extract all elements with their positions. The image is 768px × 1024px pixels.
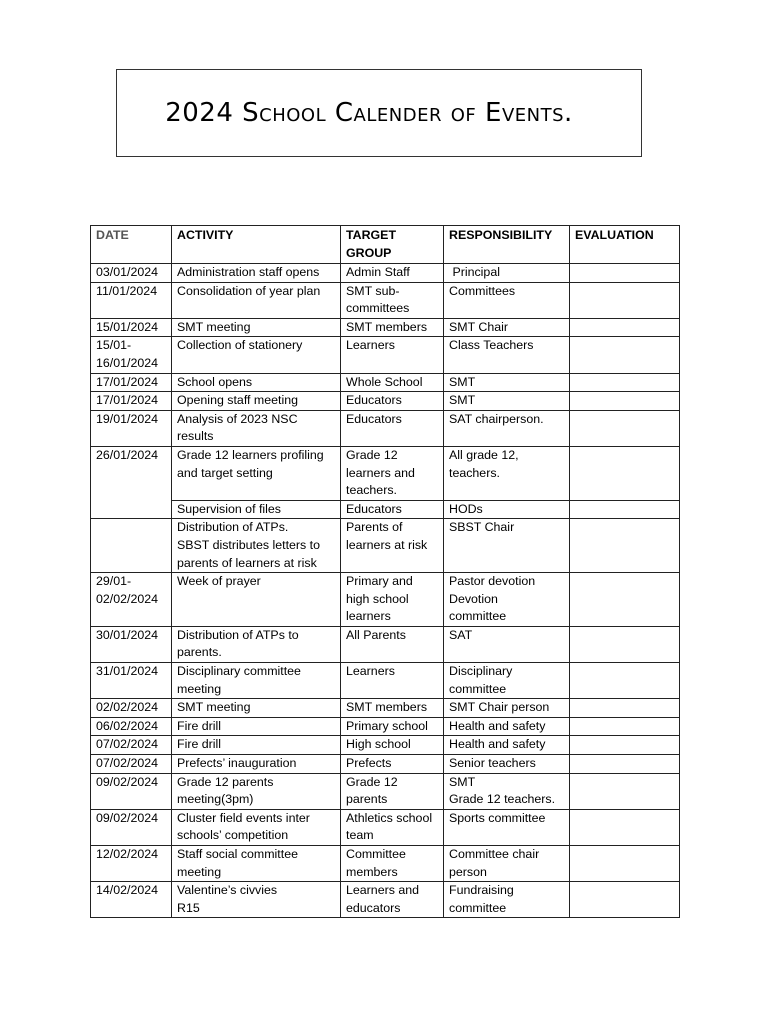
table-row [91,337,680,373]
cell-line: committee [449,609,507,624]
cell-evaluation [570,264,680,283]
cell-date: 02/02/2024 [91,699,172,718]
cell-responsibility: Senior teachers [444,755,570,774]
table-row [91,809,680,845]
cell-line: meeting [177,864,222,879]
cell-line: schools’ competition [177,828,289,843]
cell-target [341,809,444,845]
cell-target: Educators [341,500,444,519]
cell-activity [172,846,341,882]
cell-activity [172,773,341,809]
cell-target: Prefects [341,755,444,774]
table-row [91,282,680,318]
cell-activity [172,663,341,699]
cell-target: Educators [341,392,444,411]
header-date: DATE [91,226,172,264]
header-target-line2: GROUP [346,245,392,260]
table-row [91,736,680,755]
cell-line: and target setting [177,465,273,480]
cell-target: SMT members [341,318,444,337]
cell-line: Committee chair [449,847,540,861]
cell-evaluation [570,699,680,718]
table-row [91,318,680,337]
cell-evaluation [570,446,680,500]
cell-evaluation [570,773,680,809]
cell-evaluation [570,573,680,627]
table-row [91,500,680,519]
table-row [91,392,680,411]
cell-date: 15/01/2024 [91,318,172,337]
cell-activity: Administration staff opens [172,264,341,283]
table-row [91,573,680,627]
cell-target [341,446,444,500]
table-row [91,755,680,774]
cell-target [341,773,444,809]
cell-responsibility: SMT Chair person [444,699,570,718]
cell-activity: Supervision of files [172,500,341,519]
header-target-line1: TARGET [346,228,397,242]
table-row [91,519,680,573]
cell-date: 17/01/2024 [91,373,172,392]
cell-date: 12/02/2024 [91,846,172,882]
cell-target: Admin Staff [341,264,444,283]
cell-responsibility: Sports committee [444,809,570,845]
cell-line: educators [346,900,401,915]
cell-line: Athletics school [346,810,433,825]
cell-evaluation [570,373,680,392]
title-text: 2024 School Calender of Events [165,98,565,128]
cell-target [341,882,444,918]
cell-line: Grade 12 [346,774,398,789]
cell-target: Learners [341,663,444,699]
table-row [91,663,680,699]
cell-line: Devotion [449,591,498,606]
cell-responsibility [444,773,570,809]
cell-evaluation [570,519,680,573]
cell-date: 30/01/2024 [91,626,172,662]
cell-responsibility: SMT [444,392,570,411]
cell-target [341,573,444,627]
cell-line: Grade 12 [346,447,398,462]
cell-activity [172,446,341,500]
cell-line: Disciplinary committee [177,664,301,679]
cell-line: Distribution of ATPs to [177,627,299,642]
cell-evaluation [570,846,680,882]
cell-line: Fundraising [449,883,514,898]
cell-line: SMT sub- [346,283,400,298]
title-suffix: . [564,98,573,128]
cell-responsibility [444,846,570,882]
cell-target [341,519,444,573]
cell-line: Disciplinary [449,664,513,679]
cell-activity: Opening staff meeting [172,392,341,411]
cell-date: 11/01/2024 [91,282,172,318]
cell-activity: SMT meeting [172,318,341,337]
cell-line: meeting(3pm) [177,792,254,807]
header-activity: ACTIVITY [172,226,341,264]
cell-line: parents [346,792,388,807]
cell-responsibility: SAT chairperson. [444,410,570,446]
cell-date: 26/01/2024 [91,446,172,518]
cell-date: 06/02/2024 [91,717,172,736]
cell-responsibility: Health and safety [444,736,570,755]
cell-responsibility: SBST Chair [444,519,570,573]
cell-activity: School opens [172,373,341,392]
cell-line: 16/01/2024 [96,355,159,370]
cell-activity [172,882,341,918]
cell-line: Distribution of ATPs. [177,520,289,535]
cell-responsibility: Health and safety [444,717,570,736]
cell-target: Whole School [341,373,444,392]
cell-line: SMT [449,774,476,789]
cell-activity: Collection of stationery [172,337,341,373]
cell-evaluation [570,755,680,774]
cell-responsibility: HODs [444,500,570,519]
cell-activity: Fire drill [172,717,341,736]
cell-activity [172,410,341,446]
cell-date: 31/01/2024 [91,663,172,699]
cell-date: 09/02/2024 [91,773,172,809]
cell-evaluation [570,809,680,845]
cell-date: 19/01/2024 [91,410,172,446]
cell-evaluation [570,500,680,519]
cell-evaluation [570,626,680,662]
cell-line: learners [346,609,391,624]
cell-date: 07/02/2024 [91,736,172,755]
table-row [91,882,680,918]
table-row [91,717,680,736]
table-row [91,446,680,500]
cell-target [341,282,444,318]
cell-responsibility: SAT [444,626,570,662]
cell-target: Learners [341,337,444,373]
cell-date [91,337,172,373]
cell-line: Primary and [346,574,413,589]
cell-target [341,846,444,882]
cell-line: high school [346,591,409,606]
cell-activity [172,626,341,662]
table-row [91,846,680,882]
cell-line: 15/01- [96,338,132,353]
cell-line: person [449,864,487,879]
cell-date: 14/02/2024 [91,882,172,918]
cell-target: All Parents [341,626,444,662]
table-row [91,373,680,392]
cell-line: Valentine’s civvies [177,883,278,898]
cell-evaluation [570,282,680,318]
cell-line: 29/01- [96,574,132,589]
cell-evaluation [570,736,680,755]
cell-evaluation [570,318,680,337]
cell-target: Educators [341,410,444,446]
cell-activity: Week of prayer [172,573,341,627]
table-row [91,626,680,662]
cell-line: Learners and [346,883,420,898]
cell-line: parents of learners at risk [177,555,317,570]
events-table [90,225,680,918]
cell-date: 17/01/2024 [91,392,172,411]
cell-evaluation [570,410,680,446]
cell-line: Grade 12 teachers. [449,792,556,807]
cell-line: team [346,828,374,843]
cell-line: Grade 12 learners profiling [177,447,324,462]
cell-activity: Prefects’ inauguration [172,755,341,774]
title-box [116,69,642,157]
cell-date: 07/02/2024 [91,755,172,774]
cell-line: Cluster field events inter [177,810,310,825]
table-row [91,699,680,718]
cell-evaluation [570,717,680,736]
cell-responsibility: Committees [444,282,570,318]
cell-responsibility [444,663,570,699]
cell-line: Pastor devotion [449,574,536,589]
cell-responsibility [444,446,570,500]
table-row [91,264,680,283]
header-evaluation: EVALUATION [570,226,680,264]
cell-evaluation [570,663,680,699]
cell-responsibility: Class Teachers [444,337,570,373]
cell-activity: Consolidation of year plan [172,282,341,318]
header-responsibility: RESPONSIBILITY [444,226,570,264]
cell-activity [172,809,341,845]
cell-responsibility: SMT Chair [444,318,570,337]
cell-line: parents. [177,645,222,660]
cell-evaluation [570,337,680,373]
cell-responsibility [444,882,570,918]
header-target-group [341,226,444,264]
cell-date: 03/01/2024 [91,264,172,283]
cell-date: 09/02/2024 [91,809,172,845]
table-row [91,773,680,809]
cell-line: Parents of [346,520,403,535]
cell-line: All grade 12, [449,447,519,462]
cell-date [91,519,172,573]
cell-target: Primary school [341,717,444,736]
cell-evaluation [570,392,680,411]
cell-line: committee [449,900,507,915]
cell-responsibility: SMT [444,373,570,392]
cell-line: meeting [177,681,222,696]
header-row [91,226,680,264]
cell-date [91,573,172,627]
cell-line: 02/02/2024 [96,591,159,606]
cell-line: Grade 12 parents [177,774,274,789]
cell-line: members [346,864,398,879]
cell-line: R15 [177,900,200,915]
page-title [165,98,593,128]
cell-line: Analysis of 2023 NSC [177,411,298,426]
cell-line: Committee [346,847,406,861]
cell-line: learners and [346,465,415,480]
cell-line: committee [449,681,507,696]
cell-target: SMT members [341,699,444,718]
cell-line: teachers. [449,465,500,480]
cell-line: learners at risk [346,537,428,552]
cell-line: teachers. [346,483,397,498]
cell-activity [172,519,341,573]
cell-line: committees [346,301,410,316]
table-row [91,410,680,446]
cell-responsibility: Principal [444,264,570,283]
cell-target: High school [341,736,444,755]
cell-line: Staff social committee [177,847,298,861]
cell-responsibility [444,573,570,627]
cell-activity: SMT meeting [172,699,341,718]
cell-activity: Fire drill [172,736,341,755]
cell-line: results [177,429,214,444]
cell-evaluation [570,882,680,918]
cell-line: SBST distributes letters to [177,537,321,552]
